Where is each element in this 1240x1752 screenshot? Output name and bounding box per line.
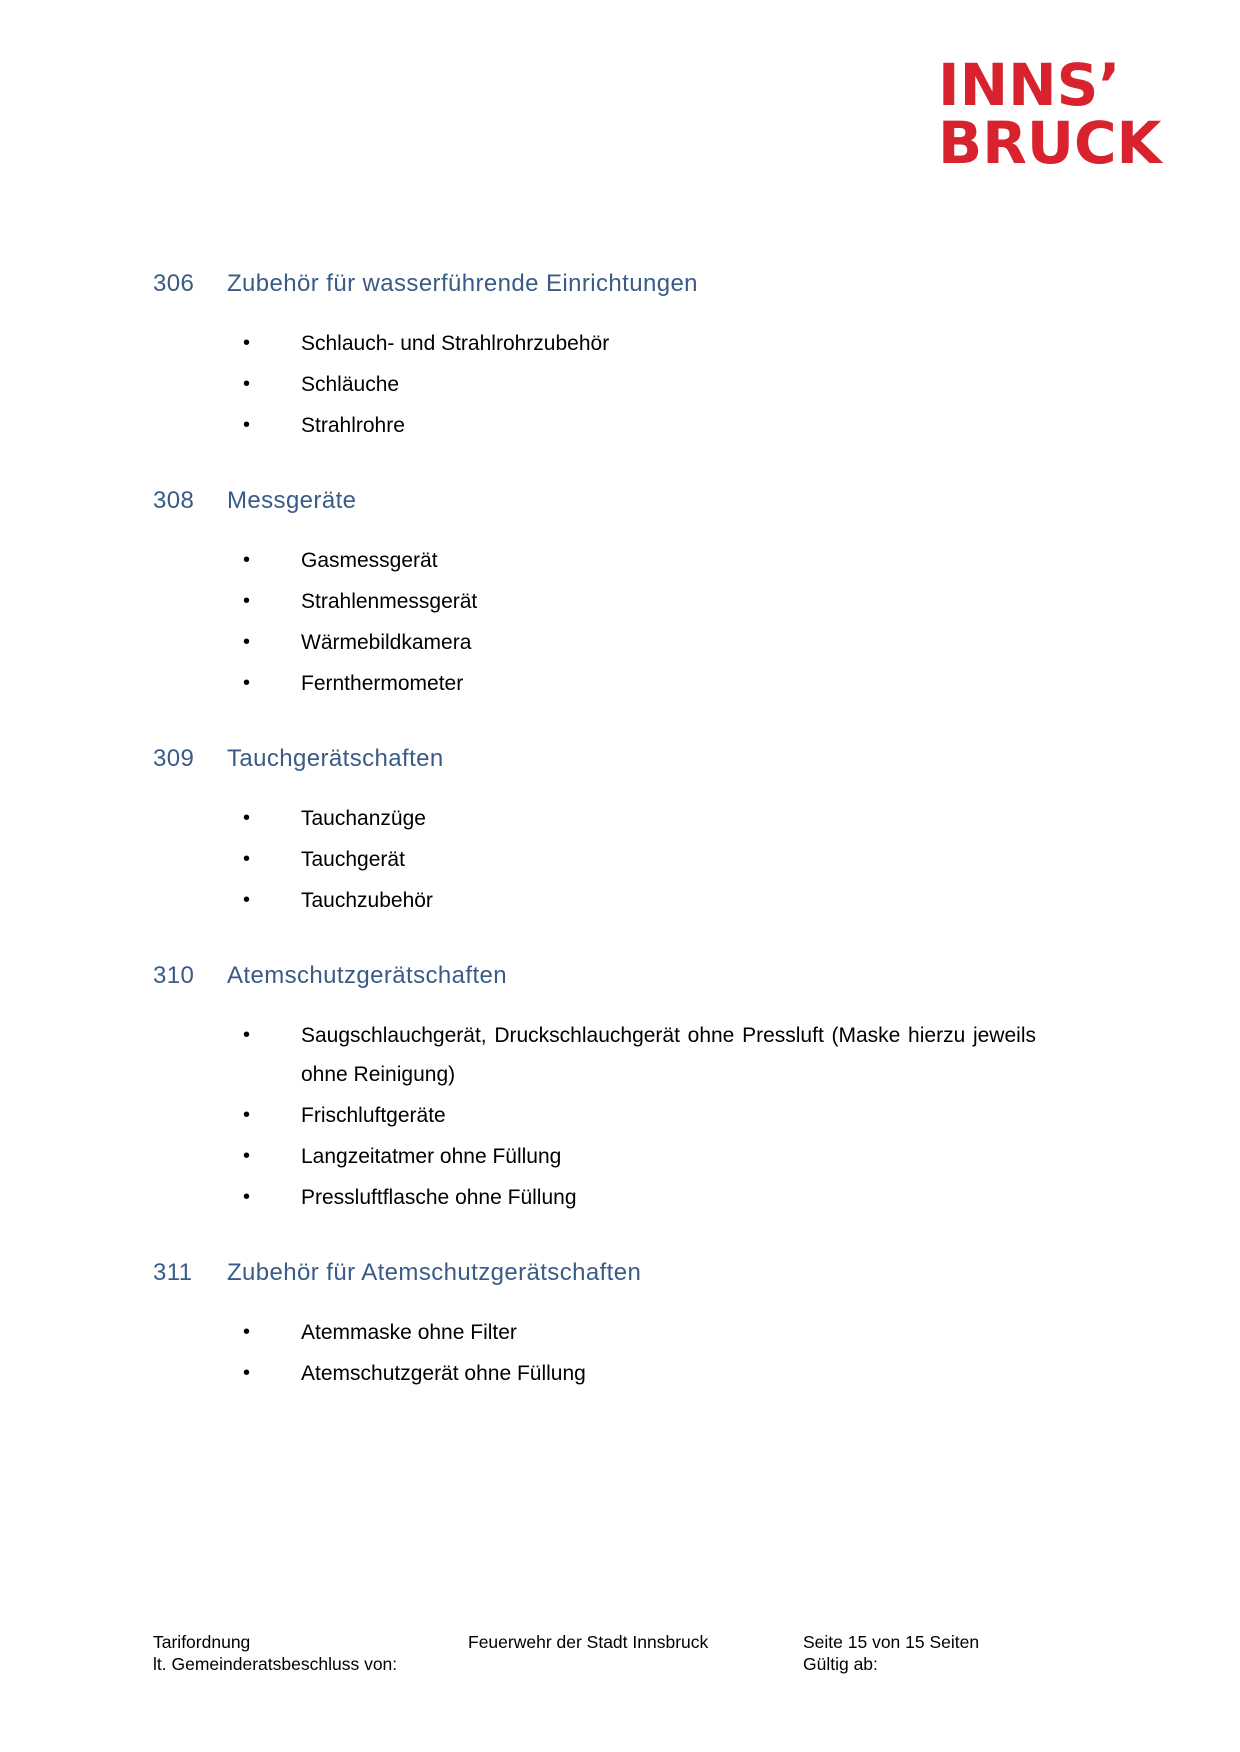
list-item: • Fernthermometer (153, 664, 1036, 703)
section-heading (153, 487, 1053, 527)
list-item: • Schläuche (153, 365, 1036, 404)
bullet-icon: • (243, 373, 251, 395)
item-list (153, 799, 1053, 920)
bullet-icon: • (243, 672, 251, 694)
list-item: • Saugschlauchgerät, Druckschlauchgerät ohne Pressluft (Maske hierzu jeweils ohne Reinigung) (153, 1016, 1036, 1094)
logo-line-2: BRUCK (938, 109, 1162, 177)
list-item: • Tauchanzüge (153, 799, 1036, 838)
list-item: • Langzeitatmer ohne Füllung (153, 1137, 1036, 1176)
bullet-icon: • (243, 590, 251, 612)
bullet-icon: • (243, 1104, 251, 1126)
footer-page-number: Seite 15 von 15 Seiten (803, 1632, 980, 1652)
section-308 (153, 487, 1053, 703)
section-title: Zubehör für wasserführende Einrichtungen (227, 270, 698, 297)
section-number: 309 (153, 745, 195, 772)
item-list (153, 1016, 1053, 1217)
section-number: 310 (153, 962, 195, 989)
section-number: 308 (153, 487, 195, 514)
bullet-icon: • (243, 848, 251, 870)
section-309 (153, 745, 1053, 920)
item-list (153, 541, 1053, 703)
document-body (153, 270, 1053, 1435)
list-item: • Wärmebildkamera (153, 623, 1036, 662)
section-title: Atemschutzgerätschaften (227, 962, 508, 989)
section-heading (153, 270, 1053, 310)
section-heading (153, 745, 1053, 785)
list-item: • Tauchgerät (153, 840, 1036, 879)
list-item: • Atemschutzgerät ohne Füllung (153, 1354, 1036, 1393)
list-item: • Schlauch- und Strahlrohrzubehör (153, 324, 1036, 363)
list-item: • Strahlrohre (153, 406, 1036, 445)
section-number: 311 (153, 1259, 193, 1286)
bullet-icon: • (243, 549, 251, 571)
section-heading (153, 1259, 1053, 1299)
item-list (153, 324, 1053, 445)
section-title: Messgeräte (227, 487, 357, 514)
section-title: Zubehör für Atemschutzgerätschaften (227, 1259, 642, 1286)
bullet-icon: • (243, 1321, 251, 1343)
footer-valid-from: Gültig ab: (803, 1654, 878, 1674)
bullet-icon: • (243, 414, 251, 436)
bullet-icon: • (243, 1145, 251, 1167)
section-number: 306 (153, 270, 195, 297)
bullet-icon: • (243, 332, 251, 354)
bullet-icon: • (243, 631, 251, 653)
bullet-icon: • (243, 889, 251, 911)
section-heading (153, 962, 1053, 1002)
list-item: • Atemmaske ohne Filter (153, 1313, 1036, 1352)
innsbruck-logo (938, 51, 1188, 177)
section-310 (153, 962, 1053, 1217)
footer-left (153, 1631, 397, 1675)
bullet-icon: • (243, 1024, 251, 1046)
footer-doc-title: Tarifordnung (153, 1632, 251, 1652)
footer-resolution: lt. Gemeinderatsbeschluss von: (153, 1654, 398, 1674)
list-item: • Pressluftflasche ohne Füllung (153, 1178, 1036, 1217)
item-list (153, 1313, 1053, 1393)
bullet-icon: • (243, 807, 251, 829)
section-title: Tauchgerätschaften (227, 745, 444, 772)
section-306 (153, 270, 1053, 445)
footer-organization: Feuerwehr der Stadt Innsbruck (468, 1632, 709, 1652)
list-item: • Gasmessgerät (153, 541, 1036, 580)
list-item: • Tauchzubehör (153, 881, 1036, 920)
footer-center (468, 1631, 708, 1653)
list-item: • Strahlenmessgerät (153, 582, 1036, 621)
bullet-icon: • (243, 1362, 251, 1384)
list-item: • Frischluftgeräte (153, 1096, 1036, 1135)
bullet-icon: • (243, 1186, 251, 1208)
footer-right (803, 1631, 979, 1675)
logo-line-1: INNS’ (938, 51, 1121, 119)
section-311 (153, 1259, 1053, 1393)
